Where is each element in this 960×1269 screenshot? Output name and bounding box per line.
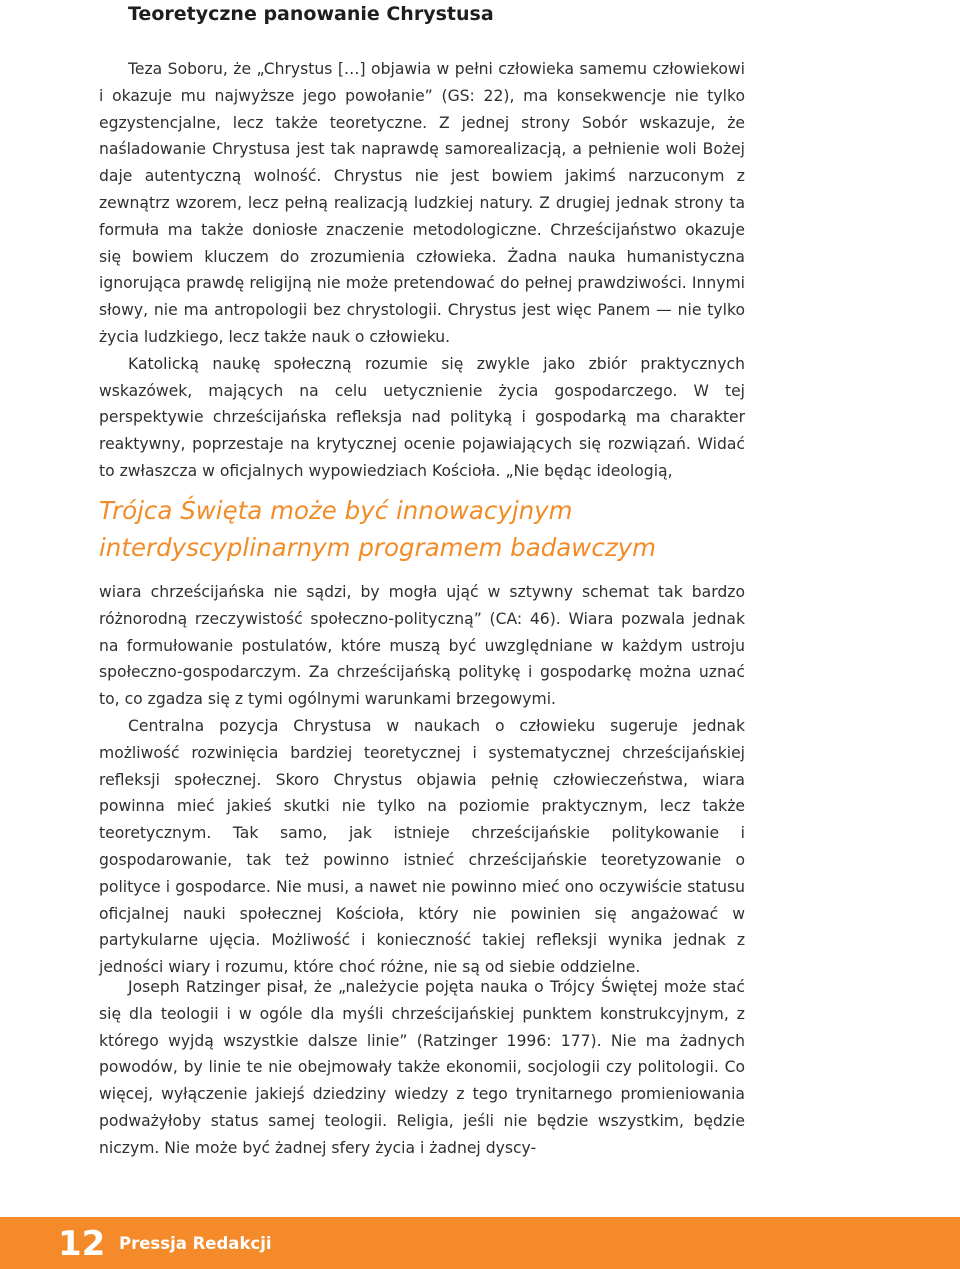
publication-name: Pressja Redakcji [119,1234,272,1253]
footer-bar [0,1217,960,1269]
paragraph: wiara chrześcijańska nie sądzi, by mogła ująć w sztywny schemat tak bardzo różnorodną rzeczywistość społeczno-polityczną” (CA: 46). Wiara pozwala jednak na formułowanie postulatów, które muszą być uwzględniane w każdym ustroju społeczno-gospodarczym. Za chrześcijańską politykę i gospodarkę można uznać to, co zgadza się z tymi ogólnymi warunkami brzegowymi. [99,583,745,709]
paragraph: Teza Soboru, że „Chrystus […] objawia w pełni człowieka samemu człowiekowi i okazuje mu najwyższe jego powołanie” (GS: 22), ma konsekwencje nie tylko egzystencjalne, lecz także teoretyczne. Z jednej strony Sobór wskazuje, że naśladowanie Chrystusa jest tak naprawdę samorealizacją, a pełnienie woli Bożej daje autentyczną wolność. Chrystus nie jest bowiem jakimś narzuconym z zewnątrz wzorem, lecz pełną realizacją ludzkiej natury. Z drugiej jednak strony ta formuła ma także doniosłe znaczenie metodologiczne. Chrześcijaństwo okazuje się bowiem kluczem do zrozumienia człowieka. Żadna nauka humanistyczna ignorująca prawdę religijną nie może pretendować do pełnej prawdziwości. Innymi słowy, nie ma antropologii bez chrystologii. Chrystus jest więc Panem — nie tylko życia ludzkiego, lecz także nauk o człowieku. [99,60,745,346]
paragraph: Katolicką naukę społeczną rozumie się zwykle jako zbiór praktycznych wskazówek, mających na celu uetycznienie życia gospodarczego. W tej perspektywie chrześcijańska refleksja nad polityką i gospodarką ma charakter reaktywny, poprzestaje na krytycznej ocenie pojawiających się rozwiązań. Widać to zwłaszcza w oficjalnych wypowiedziach Kościoła. „Nie będąc ideologią, [99,354,745,480]
body-text-bottom [99,974,745,1162]
pull-quote: Trójca Święta może być innowacyjnym interdyscyplinarnym programem badawczym [99,496,657,562]
paragraph: Joseph Ratzinger pisał, że „należycie pojęta nauka o Trójcy Świętej może stać się dla teologii i w ogóle dla myśli chrześcijańskiej punktem konstrukcyjnym, z którego wyjdą wszystkie dalsze linie” (Ratzinger 1996: 177). Nie ma żadnych powodów, by linie te nie obejmowały także ekonomii, socjologii czy politologii. Co więcej, wyłączenie jakiejś dziedziny wiedzy z tego trynitarnego promieniowania podważyłoby status samej teologii. Religia, jeśli nie będzie wszystkim, będzie niczym. Nie może być żadnej sfery życia i żadnej dyscy- [99,978,745,1157]
paragraph: Centralna pozycja Chrystusa w naukach o człowieku sugeruje jednak możliwość rozwinięcia bardziej teoretycznej i systematycznej chrześcijańskiej refleksji społecznej. Skoro Chrystus objawia pełnię człowieczeństwa, wiara powinna mieć jakieś skutki nie tylko na poziomie praktycznym, lecz także teoretycznym. Tak samo, jak istnieje chrześcijańskie politykowanie i gospodarowanie, tak też powinno istnieć chrześcijańskie teoretyzowanie o polityce i gospodarce. Nie musi, a nawet nie powinno mieć ono oczywiście statusu oficjalnej nauki społecznej Kościoła, który nie powinien się angażować w partykularne ujęcia. Możliwość i konieczność takiej refleksji wynika jednak z jedności wiary i rozumu, które choć różne, nie są od siebie oddzielne. [99,716,745,977]
body-text-top [99,56,745,485]
page-number: 12 [58,1224,106,1264]
section-title: Teoretyczne panowanie Chrystusa [128,3,494,25]
body-text-middle [99,579,745,981]
